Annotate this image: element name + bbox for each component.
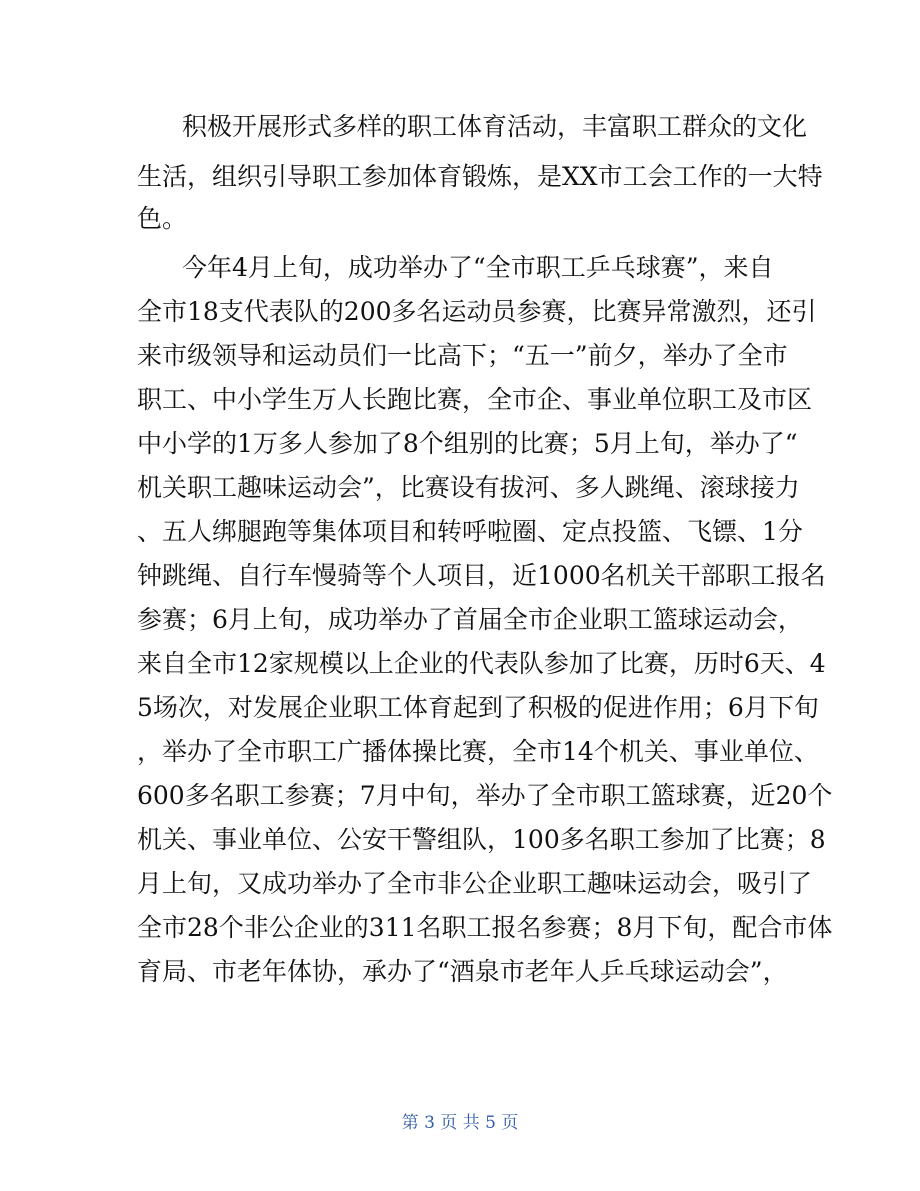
paragraph-2-line-14: 机关、事业单位、公安干警组队，100多名职工参加了比赛；8 (137, 825, 826, 854)
paragraph-2-line-7: 、五人绑腿跑等集体项目和转呼啦圈、定点投篮、飞镖、1分 (137, 517, 803, 546)
paragraph-1-line-2: 生活，组织引导职工参加体育锻炼，是XX市工会工作的一大特 (137, 162, 823, 191)
paragraph-2-line-10: 来自全市12家规模以上企业的代表队参加了比赛，历时6天、4 (137, 649, 826, 678)
paragraph-2-line-2: 全市18支代表队的200多名运动员参赛，比赛异常激烈，还引 (137, 297, 817, 326)
paragraph-2-line-11: 5场次，对发展企业职工体育起到了积极的促进作用；6月下旬 (137, 693, 819, 722)
paragraph-2-line-12: ，举办了全市职工广播体操比赛，全市14个机关、事业单位、 (137, 737, 819, 766)
paragraph-2-line-15: 月上旬，又成功举办了全市非公企业职工趣味运动会，吸引了 (137, 869, 813, 898)
paragraph-2-line-5: 中小学的1万多人参加了8个组别的比赛；5月上旬，举办了“ (137, 429, 798, 458)
paragraph-2-line-8: 钟跳绳、自行车慢骑等个人项目，近1000名机关干部职工报名 (137, 561, 826, 590)
paragraph-2-line-9: 参赛；6月上旬，成功举办了首届全市企业职工篮球运动会， (137, 605, 803, 634)
paragraph-2-line-4: 职工、中小学生万人长跑比赛，全市企、事业单位职工及市区 (137, 385, 813, 414)
page-number-footer: 第 3 页 共 5 页 (401, 1113, 519, 1133)
paragraph-1-line-3: 色。 (137, 204, 188, 233)
paragraph-2-line-3: 来市级领导和运动员们一比高下；“五一”前夕，举办了全市 (137, 341, 788, 370)
paragraph-2-line-1: 今年4月上旬，成功举办了“全市职工乒乓球赛”，来自 (182, 253, 774, 282)
paragraph-2-line-6: 机关职工趣味运动会”，比赛设有拔河、多人跳绳、滚球接力 (137, 473, 800, 502)
paragraph-2-line-16: 全市28个非公企业的311名职工报名参赛；8月下旬，配合市体 (137, 913, 833, 942)
paragraph-2-line-17: 育局、市老年体协，承办了“酒泉市老年人乒乓球运动会”， (137, 957, 788, 986)
paragraph-1-line-1: 积极开展形式多样的职工体育活动，丰富职工群众的文化 (182, 112, 808, 141)
paragraph-2-line-13: 600多名职工参赛；7月中旬，举办了全市职工篮球赛，近20个 (137, 781, 833, 810)
